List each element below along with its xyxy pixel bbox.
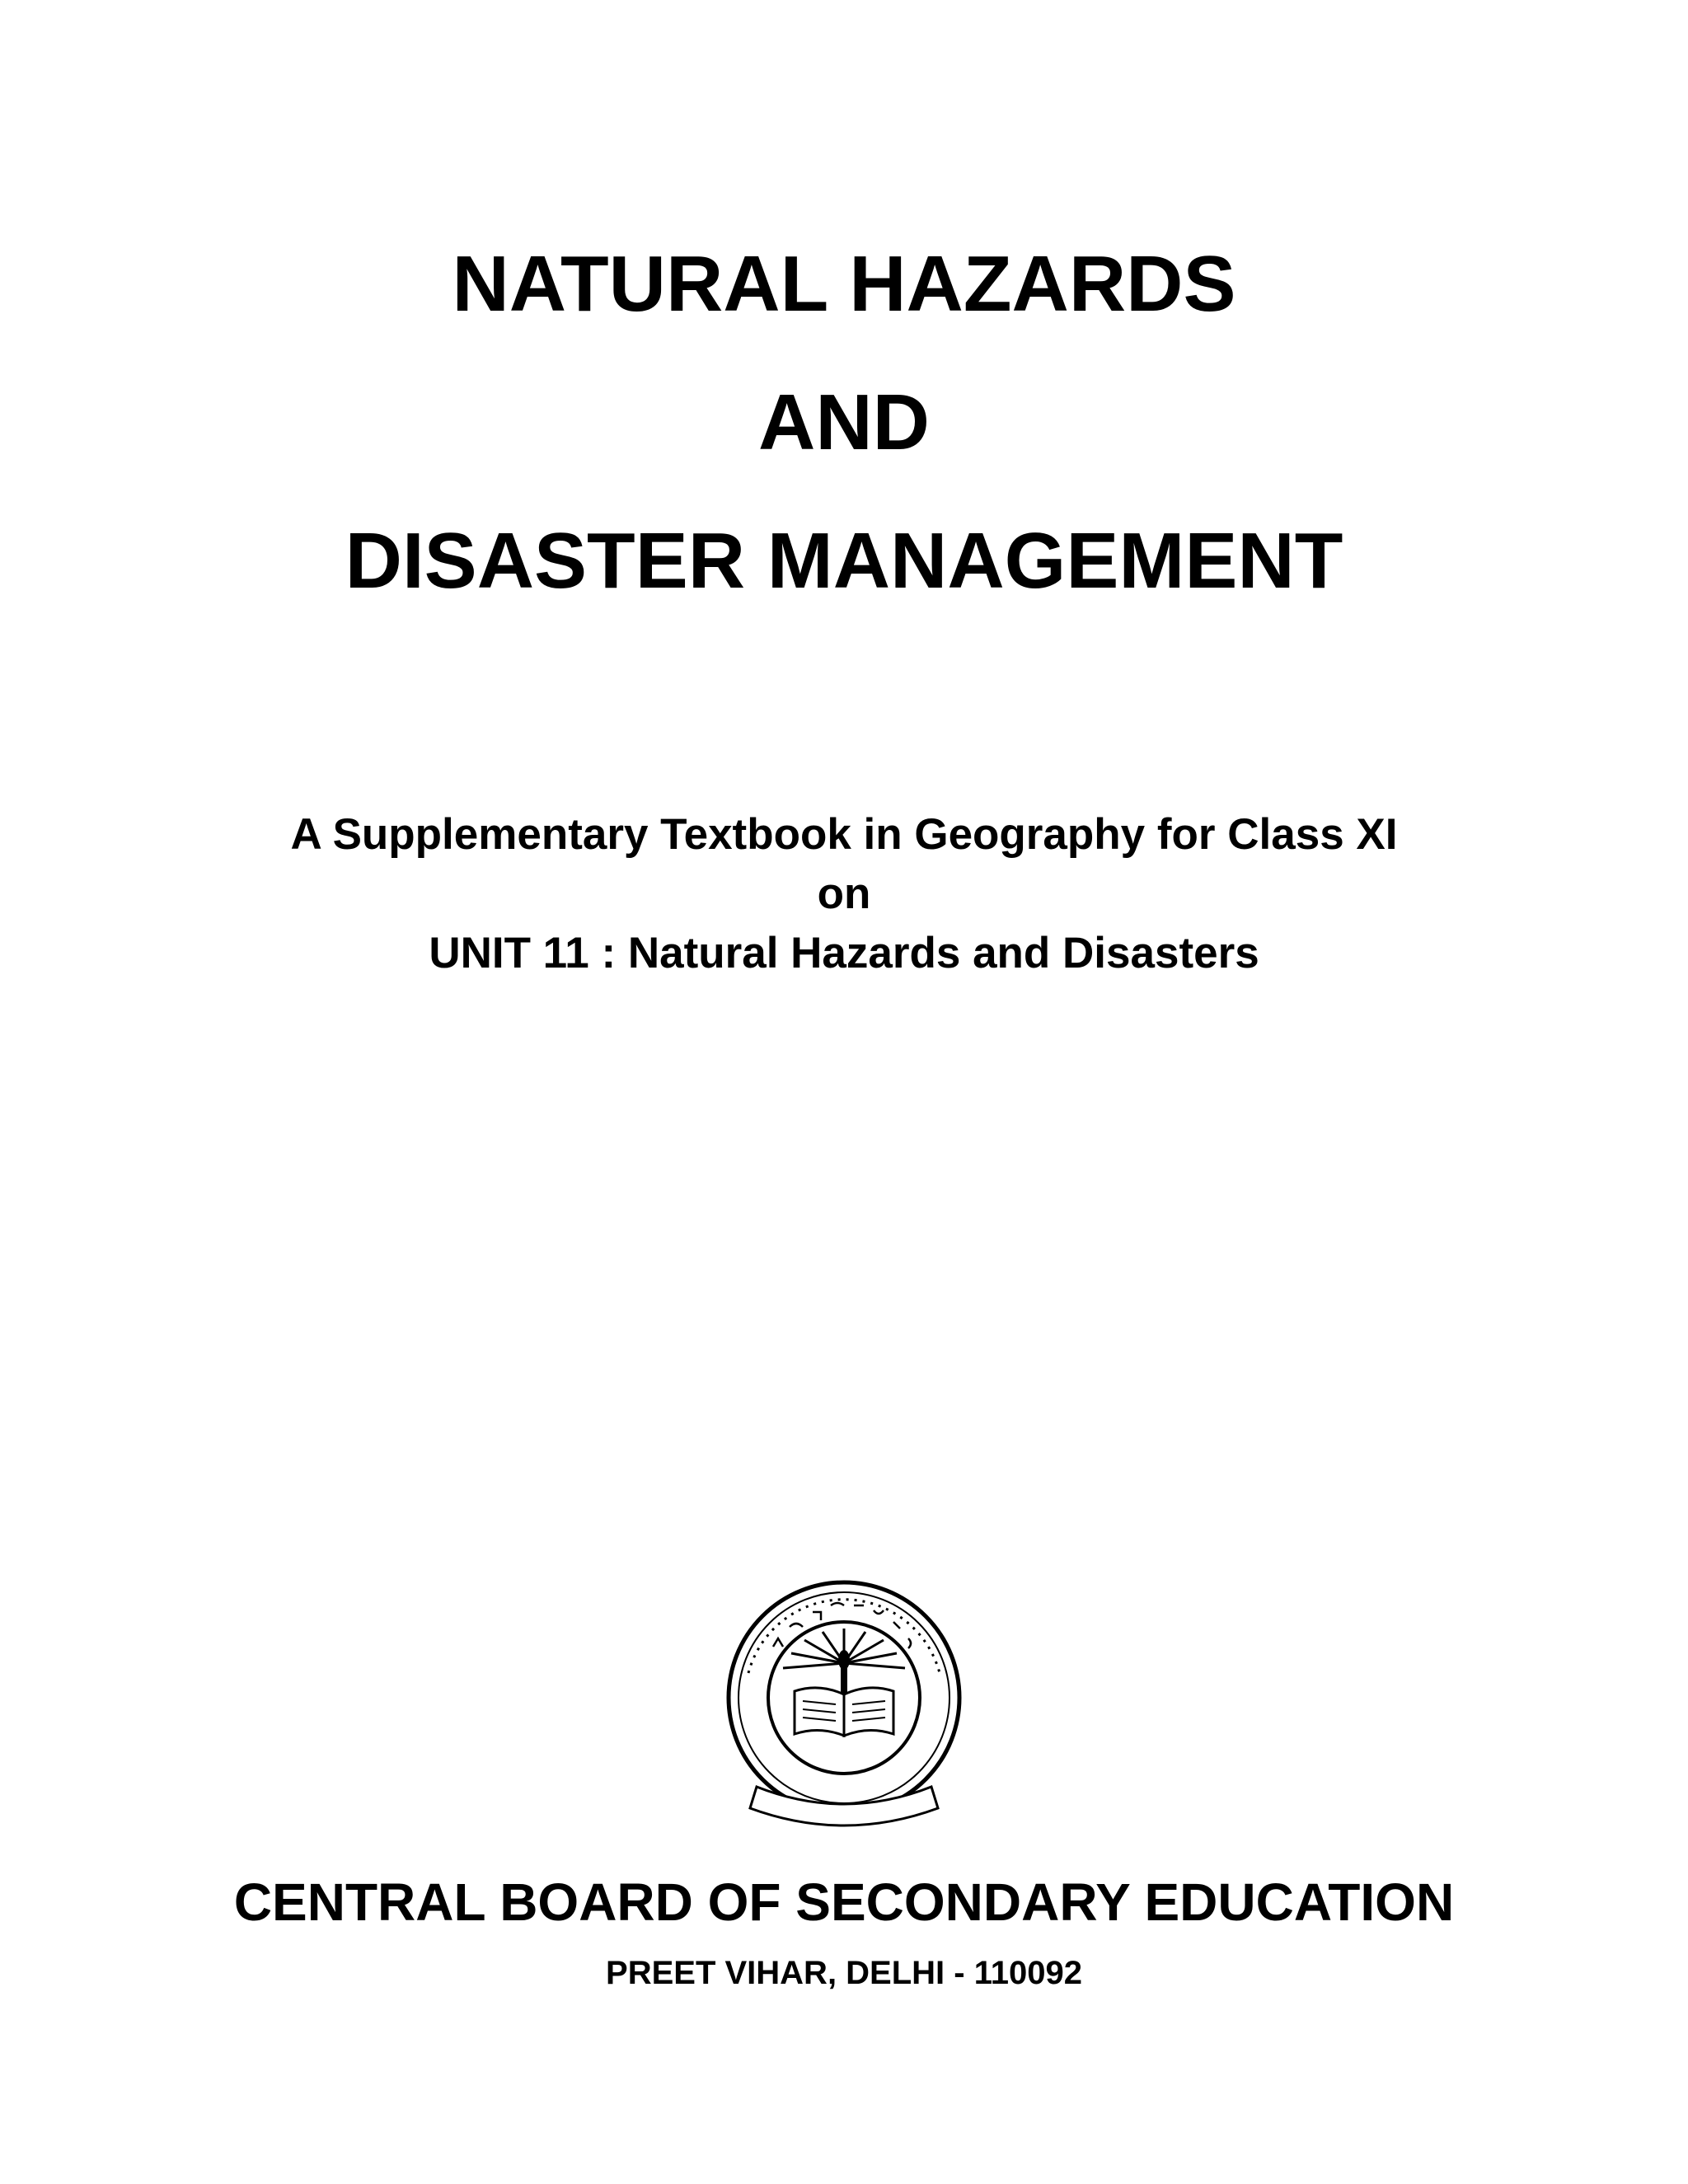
publisher-address: PREET VIHAR, DELHI - 110092 [606,1955,1082,1991]
subtitle-line-3: UNIT 11 : Natural Hazards and Disasters [429,929,1259,977]
publisher-name: CENTRAL BOARD OF SECONDARY EDUCATION [233,1872,1455,1932]
cbse-emblem-icon [715,1574,973,1831]
subtitle-line-2: on [817,869,871,918]
title-line-3: DISASTER MANAGEMENT [345,517,1343,605]
title-line-1: NATURAL HAZARDS [452,240,1236,328]
subtitle-line-1: A Supplementary Textbook in Geography for Class XI [290,810,1398,859]
title-line-2: AND [758,378,930,466]
